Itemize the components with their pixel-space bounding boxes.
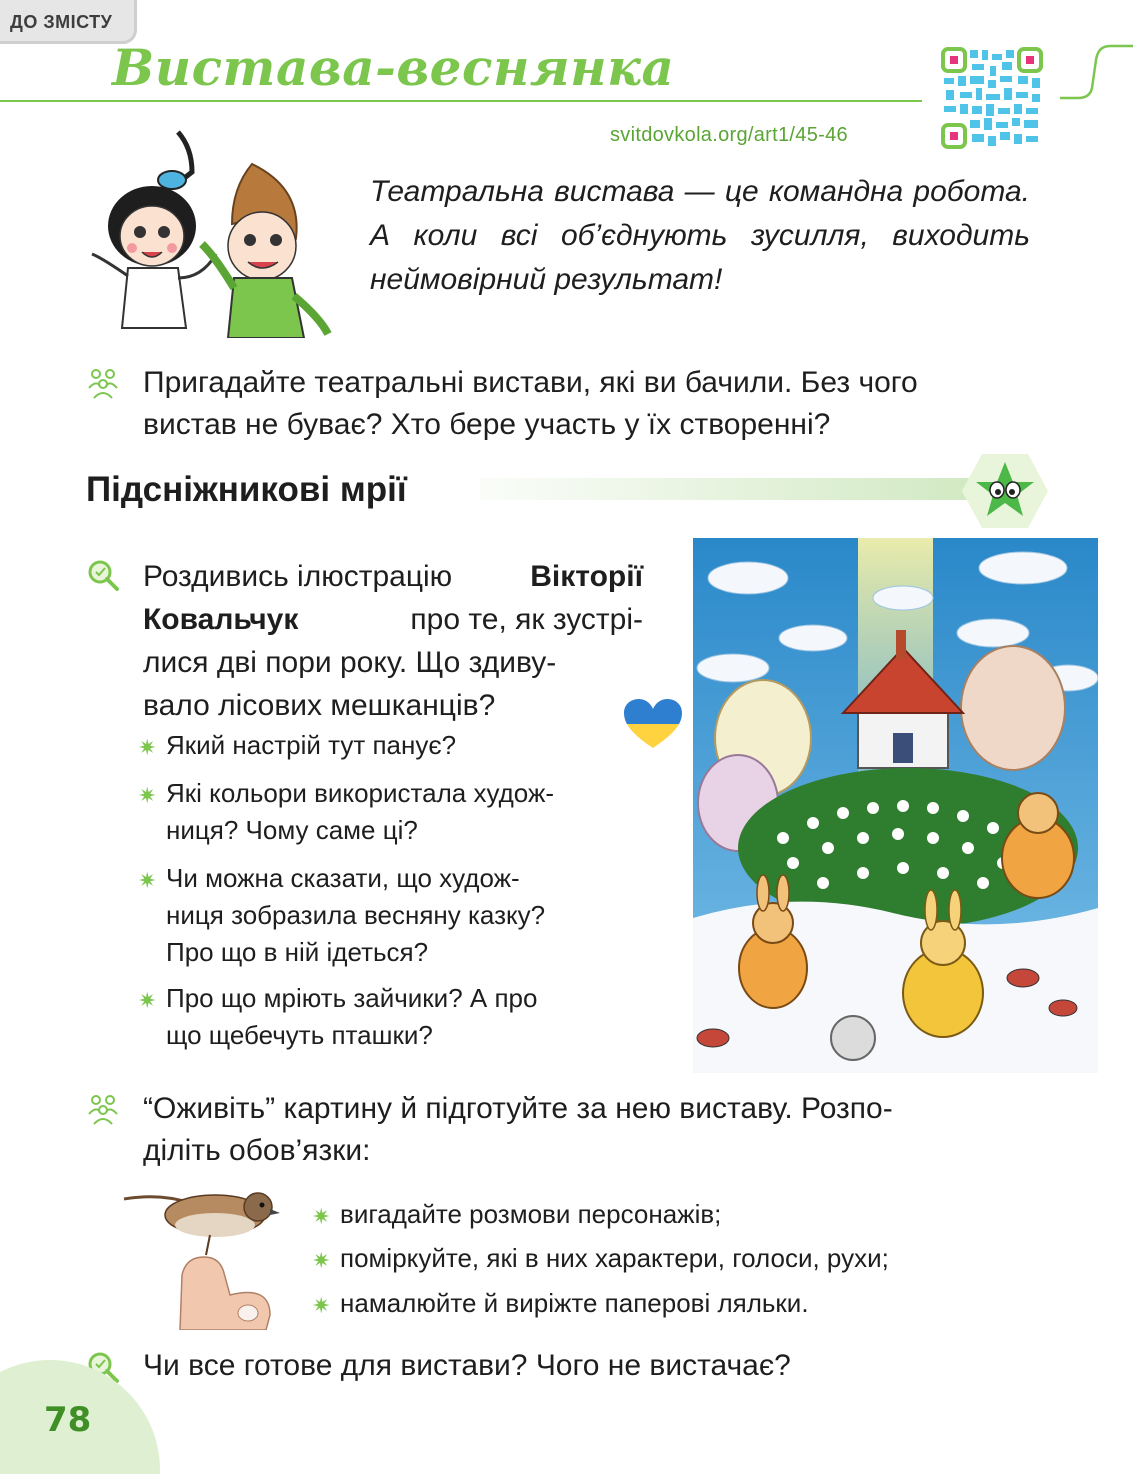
group-discussion-icon: [86, 1092, 120, 1126]
magnifier-icon: [86, 558, 120, 592]
intro-text: Театральна вистава — це командна робота. А коли всі об’єднують зусилля, виходить неймовірний результат!: [370, 175, 1030, 296]
section-title: Підсніжникові мрії: [86, 470, 407, 509]
website-link[interactable]: svitdovkola.org/art1/45-46: [610, 124, 848, 146]
toc-link[interactable]: ДО ЗМІСТУ: [0, 0, 137, 44]
kids-illustration: [82, 128, 332, 338]
page-title: Вистава-веснянка: [112, 38, 675, 97]
bullet-star-icon: ✷: [312, 1248, 331, 1273]
title-underline: [0, 100, 922, 102]
bullet-star-icon: ✷: [312, 1204, 331, 1229]
star-eyes-icon: [960, 452, 1050, 530]
task-3-text: “Оживіть” картину й підготуйте за нею виставу. Розпо- діліть обов’язки:: [143, 1092, 893, 1167]
task-3-bullet: ✷ вигадайте розмови персонажів;: [312, 1196, 1072, 1233]
sparrow-on-finger-image: [120, 1185, 280, 1330]
artist-last-name: Ковальчук: [143, 603, 299, 636]
task-2-bullet: ✷ Який настрій тут панує?: [138, 727, 658, 764]
page-number: 78: [44, 1400, 92, 1440]
task-3-bullet: ✷ поміркуйте, які в них характери, голоси, рухи;: [312, 1240, 1072, 1277]
task-2-bullet: ✷ Чи можна сказати, що худож- ниця зобразила весняну казку? Про що в ній ідеться?: [138, 863, 546, 967]
task-4-text: Чи все готове для вистави? Чого не вистачає?: [143, 1349, 791, 1382]
task-2-bullet: ✷ Які кольори використала худож- ниця? Чому саме ці?: [138, 778, 554, 845]
bullet-star-icon: ✷: [138, 735, 157, 760]
qr-code[interactable]: [940, 46, 1044, 150]
bullet-star-icon: ✷: [138, 988, 157, 1013]
bullet-star-icon: ✷: [312, 1293, 331, 1318]
snowdrop-painting: [693, 538, 1098, 1073]
task-2-bullet: ✷ Про що мріють зайчики? А про що щебечуть пташки?: [138, 983, 538, 1050]
bullet-star-icon: ✷: [138, 868, 157, 893]
group-discussion-icon: [86, 366, 120, 400]
section-title-bar: [480, 478, 1000, 500]
corner-decoration: [1060, 40, 1133, 104]
task-3-bullet: ✷ намалюйте й виріжте паперові ляльки.: [312, 1285, 1072, 1322]
task-1-text: Пригадайте театральні вистави, які ви бачили. Без чого вистав не буває? Хто бере участь у їх створенні?: [143, 366, 918, 441]
artist-first-name: Вікторії: [530, 560, 643, 593]
task-2-text: Роздивись ілюстрацію Вікторії Ковальчук про те, як зустрі- лися дві пори року. Що здиву- вало лісових мешканців?: [143, 555, 643, 727]
bullet-star-icon: ✷: [138, 783, 157, 808]
